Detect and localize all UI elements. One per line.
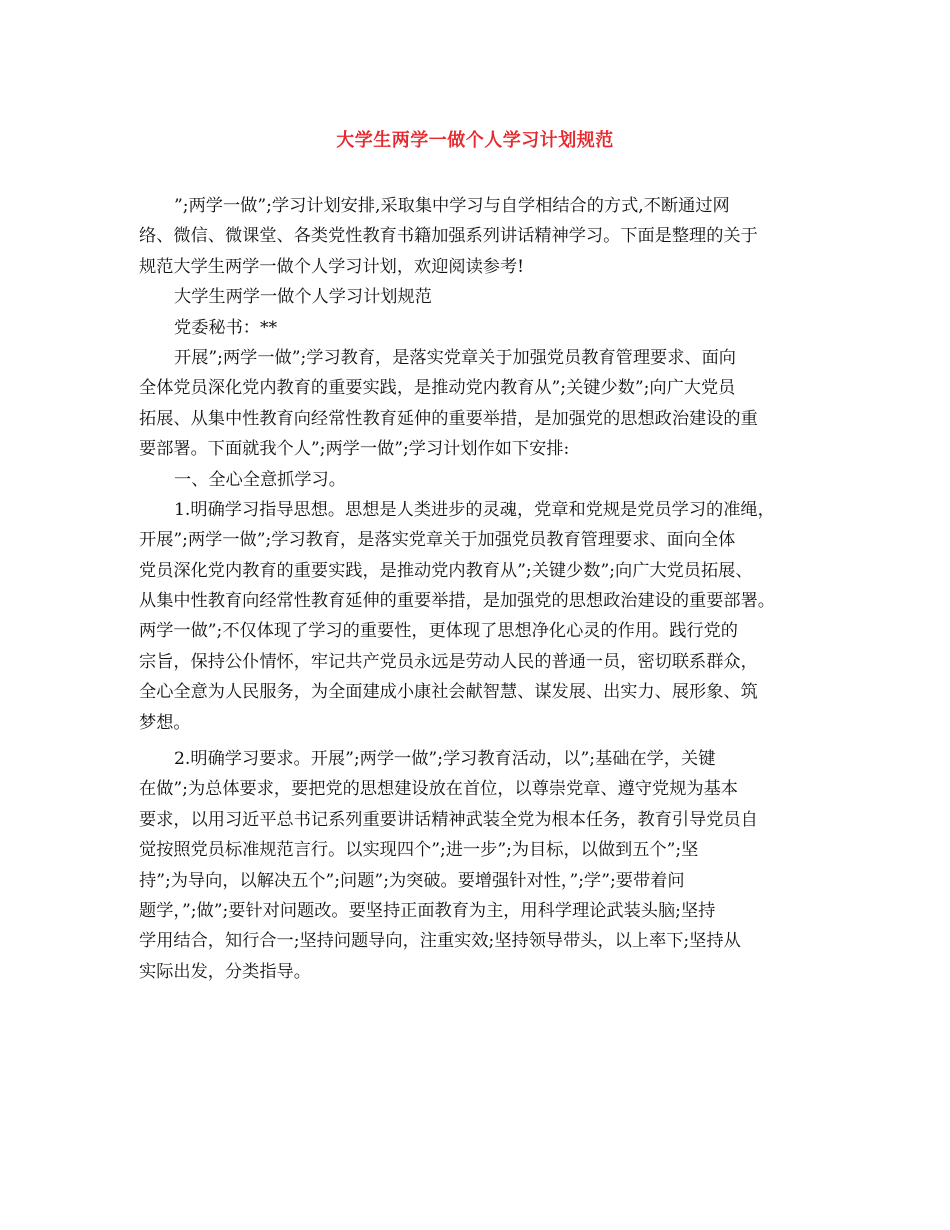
body-line: 2.明确学习要求。开展”;两学一做”;学习教育活动，以”;基础在学，关键 [174,749,716,770]
body-line: 全心全意为人民服务，为全面建成小康社会献智慧、谋发展、出实力、展形象、筑 [139,682,758,703]
body-line: 拓展、从集中性教育向经常性教育延伸的重要举措，是加强党的思想政治建设的重 [139,408,758,429]
body-line: 梦想。 [139,712,191,733]
document-title: 大学生两学一做个人学习计划规范 [336,130,614,151]
body-line: 宗旨，保持公仆情怀，牢记共产党员永远是劳动人民的普通一员，密切联系群众， [139,651,758,672]
body-line: 实际出发，分类指导。 [139,961,311,982]
body-line: ”;两学一做”;学习计划安排,采取集中学习与自学相结合的方式,不断通过网 [174,196,730,216]
document-body [139,191,814,987]
body-line: 党委秘书：** [174,317,278,338]
body-line: 大学生两学一做个人学习计划规范 [174,287,432,308]
body-line: 两学一做”;不仅体现了学习的重要性，更体现了思想净化心灵的作用。践行党的 [139,621,738,642]
body-line: 持”;为导向，以解决五个”;问题”;为突破。要增强针对性，”;学”;要带着问 [139,870,685,891]
body-line: 全体党员深化党内教育的重要实践，是推动党内教育从”;关键少数”;向广大党员 [139,378,736,399]
body-line: 学用结合，知行合一;坚持问题导向，注重实效;坚持领导带头，以上率下;坚持从 [139,931,741,952]
body-line: 从集中性教育向经常性教育延伸的重要举措，是加强党的思想政治建设的重要部署。 [139,591,775,612]
body-line: 觉按照党员标准规范言行。以实现四个”;进一步”;为目标，以做到五个”;坚 [139,840,699,861]
body-line: 开展”;两学一做”;学习教育，是落实党章关于加强党员教育管理要求、面向 [174,347,736,368]
body-line: 开展”;两学一做”;学习教育，是落实党章关于加强党员教育管理要求、面向全体 [139,530,736,551]
body-line: 在做”;为总体要求，要把党的思想建设放在首位，以尊崇党章、遵守党规为基本 [139,779,738,800]
body-line: 络、微信、微课堂、各类党性教育书籍加强系列讲话精神学习。下面是整理的关于 [139,226,758,247]
body-line: 要部署。下面就我个人”;两学一做”;学习计划作如下安排: [139,439,570,460]
body-line: 1.明确学习指导思想。思想是人类进步的灵魂，党章和党规是党员学习的准绳， [174,499,775,520]
body-line: 题学，”;做”;要针对问题改。要坚持正面教育为主，用科学理论武装头脑;坚持 [139,900,716,921]
body-line: 要求，以用习近平总书记系列重要讲话精神武装全党为根本任务，教育引导党员自 [139,809,758,830]
body-line: 一、全心全意抓学习。 [174,469,346,490]
body-line: 规范大学生两学一做个人学习计划，欢迎阅读参考! [139,256,525,277]
body-line: 党员深化党内教育的重要实践，是推动党内教育从”;关键少数”;向广大党员拓展、 [139,560,753,581]
